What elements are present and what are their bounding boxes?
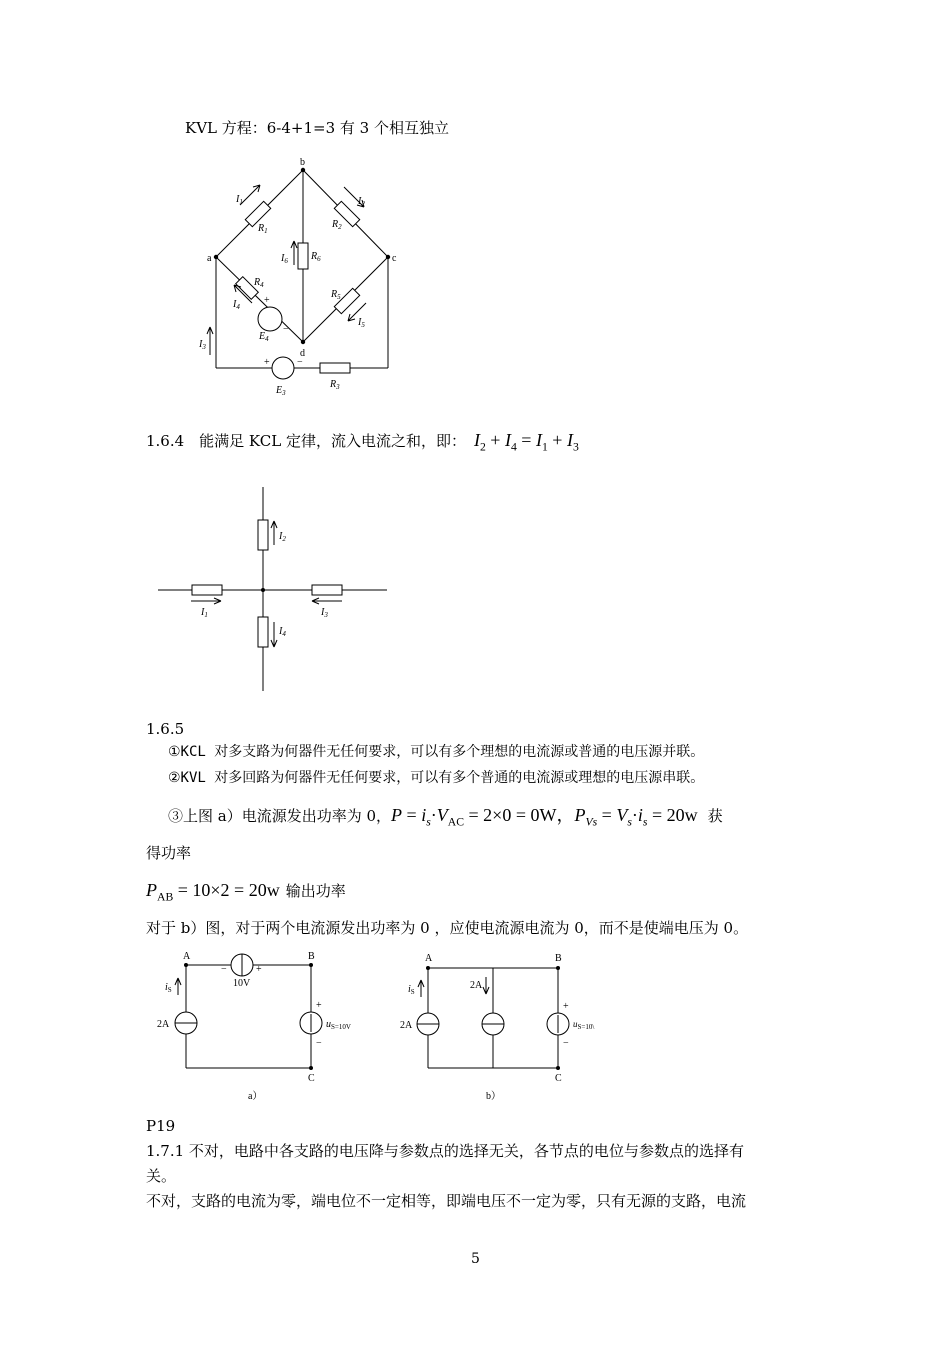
us-minus-sign: − <box>563 1038 569 1049</box>
section-1-6-5-heading: 1.6.5 <box>146 720 185 738</box>
node-a-label: A <box>425 953 433 964</box>
point-3-text: ③上图 a）电流源发出功率为 0， <box>168 807 392 825</box>
node-b-dot <box>309 963 313 967</box>
resistor-bottom <box>258 617 268 647</box>
node-a-dot <box>184 963 188 967</box>
pab-line <box>146 880 346 908</box>
node-a-dot <box>426 966 430 970</box>
circuit-diagram-b <box>400 950 600 1105</box>
label-i4: $I_4$ <box>233 299 240 311</box>
label-2a-left: 2A <box>400 1020 413 1031</box>
node-b-label: B <box>555 953 562 964</box>
node-a-label: a <box>207 253 212 264</box>
e4-minus-sign: − <box>283 324 289 335</box>
plus-sign: + <box>256 964 262 975</box>
kvl-equation-line: KVL 方程：6-4+1=3 有 3 个相互独立 <box>185 119 449 137</box>
node-c-label: C <box>308 1073 315 1084</box>
figure-b-note: 对于 b）图，对于两个电流源发出功率为 0 ，应使电流源电流为 0，而不是使端电压为 0。 <box>146 919 749 937</box>
pab-suffix: 输出功率 <box>285 882 346 900</box>
bridge-circuit-diagram <box>190 155 420 405</box>
e3-plus-sign: + <box>264 357 270 368</box>
label-us: $u_{S=10\backslash}$ <box>573 1019 595 1031</box>
label-i5: $I_5$ <box>358 317 365 329</box>
label-i6: $I_6$ <box>281 253 288 265</box>
node-b-dot <box>301 168 305 172</box>
circuit-diagram-a <box>146 950 376 1105</box>
p19-heading: P19 <box>146 1117 176 1135</box>
section-1-6-5-point-3 <box>168 805 723 833</box>
node-d-label: d <box>300 348 305 359</box>
resistor-top <box>258 520 268 550</box>
section-1-7-1-line-2: 关。 <box>146 1167 177 1185</box>
e4-plus-sign: + <box>264 295 270 306</box>
label-i3: $I_3$ <box>199 339 206 351</box>
kcl-equation: $I_2 + I_4 = I_1 + I_3$ <box>473 430 579 454</box>
label-2a-middle: 2A <box>470 980 483 991</box>
node-c-label: c <box>392 253 397 264</box>
node-c-dot <box>556 1066 560 1070</box>
node-b-label: b <box>300 157 305 168</box>
us-plus-sign: + <box>563 1001 569 1012</box>
caption-a: a） <box>248 1091 263 1102</box>
point-3-continuation: 得功率 <box>146 844 192 862</box>
section-1-6-5-point-1: ①KCL 对多支路为何器件无任何要求，可以有多个理想的电流源或普通的电压源并联。 <box>168 744 705 760</box>
section-1-6-4-line <box>146 430 579 458</box>
label-r2: $R_2$ <box>332 219 342 231</box>
node-b-label: B <box>308 951 315 962</box>
us-minus-sign: − <box>316 1038 322 1049</box>
label-r1: $R_1$ <box>258 223 268 235</box>
label-e3: $E_3$ <box>276 385 286 397</box>
resistor-r3 <box>320 363 350 373</box>
power-equation-current-source: $P = i_s\cdot V_{AC} = 2\times 0 = 0W$， <box>391 805 575 829</box>
label-is: $i_S$ <box>165 982 172 994</box>
label-r4: $R_4$ <box>254 277 264 289</box>
center-node-dot <box>261 588 265 592</box>
resistor-right <box>312 585 342 595</box>
caption-b: b） <box>486 1091 501 1102</box>
section-1-6-5-point-2: ②KVL 对多回路为何器件无任何要求，可以有多个普通的电流源或理想的电压源串联。 <box>168 770 705 786</box>
minus-sign: − <box>221 964 227 975</box>
us-plus-sign: + <box>316 1000 322 1011</box>
label-r5: $R_5$ <box>331 289 341 301</box>
e3-minus-sign: − <box>297 357 303 368</box>
resistor-r6 <box>298 243 308 269</box>
node-a-label: A <box>183 951 191 962</box>
label-i3: $I_3$ <box>321 607 328 619</box>
section-1-6-4-text: 1.6.4 能满足 KCL 定律，流入电流之和，即： <box>146 432 466 450</box>
label-e4: $E_4$ <box>259 331 269 343</box>
voltage-source-e4 <box>258 307 282 331</box>
node-c-dot <box>386 255 390 259</box>
node-b-dot <box>556 966 560 970</box>
kcl-node-diagram <box>155 487 390 692</box>
label-us: $u_{S=10V}$ <box>326 1019 351 1031</box>
resistor-left <box>192 585 222 595</box>
pab-equation: $P_{AB} = 10\times 2 = 20w$ <box>146 880 280 904</box>
label-r3: $R_3$ <box>330 379 340 391</box>
label-i1: $I_1$ <box>236 194 243 206</box>
section-1-7-1-line-3: 不对，支路的电流为零，端电位不一定相等，即端电压不一定为零，只有无源的支路，电流 <box>146 1192 747 1210</box>
node-c-dot <box>309 1066 313 1070</box>
voltage-source-e3 <box>272 357 294 379</box>
label-2a: 2A <box>157 1019 170 1030</box>
label-r6: $R_6$ <box>311 251 321 263</box>
node-d-dot <box>301 340 305 344</box>
node-c-label: C <box>555 1073 562 1084</box>
node-a-dot <box>214 255 218 259</box>
label-is: $i_S$ <box>408 984 415 996</box>
label-i2: $I_2$ <box>279 531 286 543</box>
section-1-7-1-line-1: 1.7.1 不对，电路中各支路的电压降与参数点的选择无关，各节点的电位与参数点的选择有 <box>146 1142 744 1160</box>
power-equation-voltage-source: $P_{Vs} = V_s\cdot i_s = 20w$ <box>574 805 698 829</box>
page-number: 5 <box>471 1251 480 1267</box>
label-10v: 10V <box>233 978 251 989</box>
point-3-suffix: 获 <box>707 807 723 825</box>
label-i1: $I_1$ <box>201 607 208 619</box>
label-i4: $I_4$ <box>279 626 286 638</box>
label-i2: $I_2$ <box>358 196 365 208</box>
